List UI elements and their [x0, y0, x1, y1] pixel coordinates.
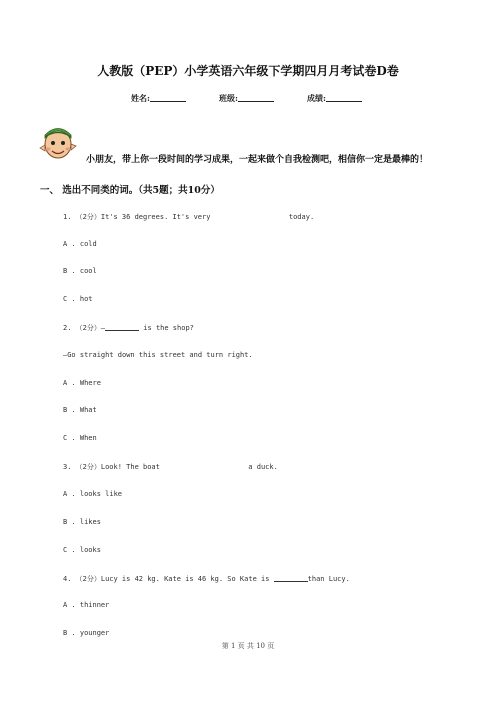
- name-field: [131, 93, 186, 104]
- question-4-blank: [274, 574, 308, 582]
- mascot-illustration: [36, 124, 80, 164]
- class-field: [219, 93, 274, 104]
- question-1-text-end: today.: [288, 213, 315, 221]
- question-4-option-b[interactable]: B . younger: [63, 629, 110, 637]
- question-1-option-a[interactable]: A . cold: [63, 240, 97, 248]
- question-2-text-end: is the shop?: [143, 324, 194, 332]
- name-label: 姓名:: [131, 93, 150, 103]
- question-2-blank: [105, 323, 139, 331]
- question-4-option-a[interactable]: A . thinner: [63, 601, 110, 609]
- question-3-text-end: a duck.: [248, 463, 278, 471]
- question-1-text: 1. （2分）It's 36 degrees. It's very: [63, 213, 211, 221]
- class-label: 班级:: [219, 93, 238, 103]
- question-4-stem: [63, 574, 350, 584]
- question-3-text: 3. （2分）Look! The boat: [63, 463, 160, 471]
- score-blank: [326, 93, 362, 102]
- name-blank: [150, 93, 186, 102]
- question-2-option-c[interactable]: C . When: [63, 434, 97, 442]
- question-3-option-a[interactable]: A . looks like: [63, 490, 123, 498]
- question-3-option-b[interactable]: B . likes: [63, 518, 101, 526]
- score-label: 成绩:: [307, 93, 326, 103]
- encouragement-text: 小朋友，带上你一段时间的学习成果，一起来做个自我检测吧，相信你一定是最棒的！: [86, 155, 429, 165]
- score-field: [307, 93, 362, 104]
- class-blank: [238, 93, 274, 102]
- question-2-stem: [63, 323, 194, 333]
- question-1-stem: [63, 212, 314, 222]
- question-2-option-b[interactable]: B . What: [63, 406, 97, 414]
- question-1-option-c[interactable]: C . hot: [63, 295, 93, 303]
- question-2-option-a[interactable]: A . Where: [63, 379, 101, 387]
- question-3-option-c[interactable]: C . looks: [63, 546, 101, 554]
- question-4-text-end: than Lucy.: [307, 575, 350, 583]
- question-2-text: 2. （2分）—: [63, 324, 106, 332]
- section-heading: 一、 选出不同类的词。（共5题；共10分）: [40, 185, 220, 196]
- question-1-option-b[interactable]: B . cool: [63, 267, 97, 275]
- question-3-stem: [63, 462, 278, 472]
- page-footer: 第 1 页 共 10 页: [221, 642, 275, 650]
- question-4-text: 4. （2分）Lucy is 42 kg. Kate is 46 kg. So Kate is: [63, 575, 270, 583]
- page-title: 人教版（PEP）小学英语六年级下学期四月月考试卷D卷: [97, 64, 399, 78]
- question-2-response: —Go straight down this street and turn right.: [63, 351, 253, 359]
